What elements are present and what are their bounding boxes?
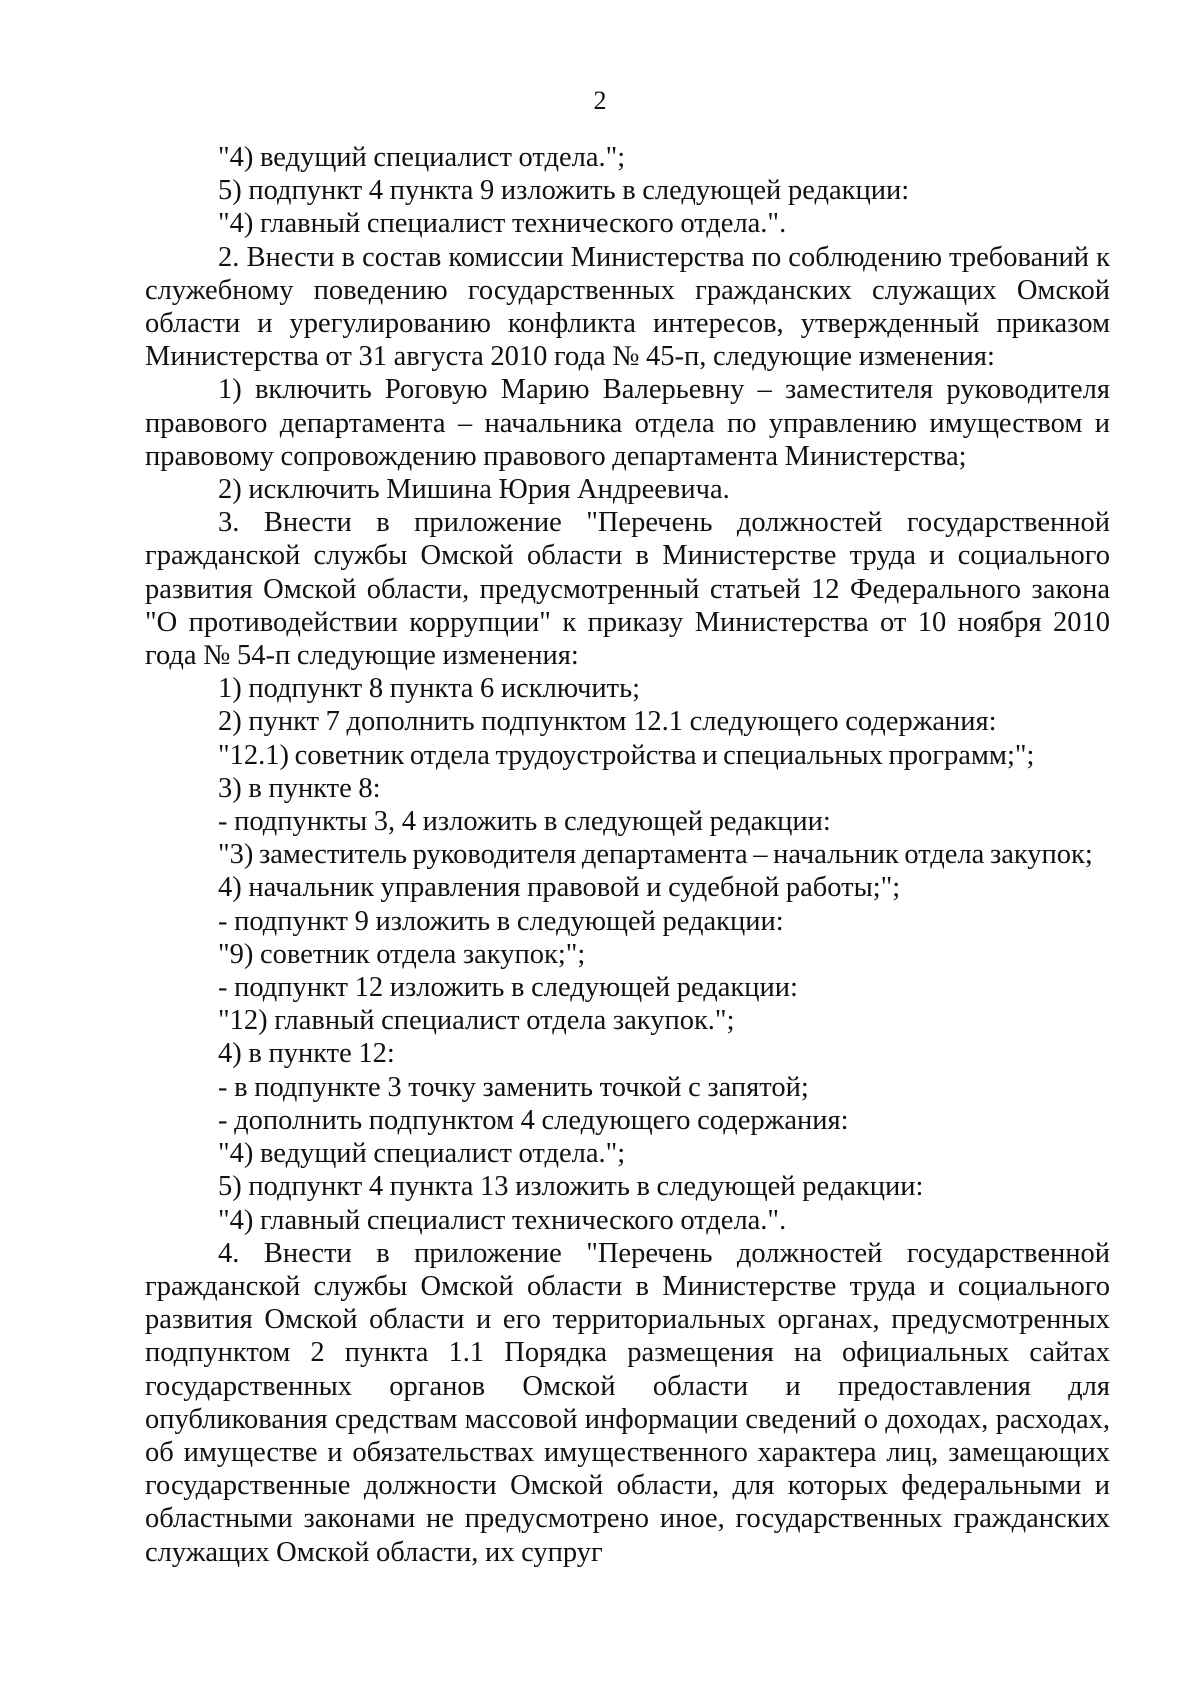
paragraph: 4. Внести в приложение "Перечень должностей государственной гражданской службы Омской области в Министерстве труда и социального развития Омской области и его территориальных органах, предусмотренных подпунктом 2 пункта 1.1 Порядка размещения на официальных сайтах государственных органов Омской области и предоставления для опубликования средствам массовой информации сведений о доходах, расходах, об имуществе и обязательствах имущественного характера лиц, замещающих государственные должности Омской области, для которых федеральными и областными законами не предусмотрено иное, государственных гражданских служащих Омской области, их супруг <box>145 1237 1110 1568</box>
paragraph: 1) подпункт 8 пункта 6 исключить; <box>218 673 641 705</box>
paragraph: - в подпункте 3 точку заменить точкой с запятой; <box>218 1071 809 1103</box>
paragraph: 2. Внести в состав комиссии Министерства по соблюдению требований к служебному поведению государственных гражданских служащих Омской области и урегулированию конфликта интересов, утвержденный приказом Министерства от 31 августа 2010 года № 45-п, следующие изменения: <box>145 241 1110 373</box>
document-body <box>145 141 1110 1569</box>
paragraph: "9) советник отдела закупок;"; <box>218 938 586 970</box>
paragraph: - дополнить подпунктом 4 следующего содержания: <box>218 1104 849 1136</box>
paragraph: "4) главный специалист технического отдела.". <box>218 208 787 240</box>
paragraph: "3) заместитель руководителя департамента – начальник отдела закупок; <box>218 839 1093 871</box>
paragraph: - подпункт 9 изложить в следующей редакции: <box>218 905 784 937</box>
paragraph: 4) в пункте 12: <box>218 1038 395 1070</box>
paragraph: 3) в пункте 8: <box>218 772 381 804</box>
paragraph: 2) пункт 7 дополнить подпунктом 12.1 следующего содержания: <box>218 706 997 738</box>
paragraph: "12.1) советник отдела трудоустройства и специальных программ;"; <box>218 739 1035 771</box>
paragraph: "12) главный специалист отдела закупок."; <box>218 1005 735 1037</box>
paragraph: - подпункт 12 изложить в следующей редакции: <box>218 972 798 1004</box>
paragraph: 4) начальник управления правовой и судебной работы;"; <box>218 872 901 904</box>
paragraph: 5) подпункт 4 пункта 13 изложить в следующей редакции: <box>218 1171 924 1203</box>
paragraph: 5) подпункт 4 пункта 9 изложить в следующей редакции: <box>218 175 910 207</box>
paragraph: "4) ведущий специалист отдела."; <box>218 142 626 173</box>
paragraph: 1) включить Роговую Марию Валерьевну – заместителя руководителя правового департамента – начальника отдела по управлению имуществом и правовому сопровождению правового департамента Министерства; <box>145 374 1110 472</box>
paragraph: 3. Внести в приложение "Перечень должностей государственной гражданской службы Омской области в Министерстве труда и социального развития Омской области, предусмотренный статьей 12 Федерального закона "О противодействии коррупции" к приказу Министерства от 10 ноября 2010 года № 54-п следующие изменения: <box>145 507 1110 672</box>
paragraph: "4) главный специалист технического отдела.". <box>218 1204 787 1236</box>
paragraph: - подпункты 3, 4 изложить в следующей редакции: <box>218 806 831 838</box>
paragraph: "4) ведущий специалист отдела."; <box>218 1138 626 1170</box>
page-number: 2 <box>593 86 607 115</box>
paragraph: 2) исключить Мишина Юрия Андреевича. <box>218 474 730 506</box>
